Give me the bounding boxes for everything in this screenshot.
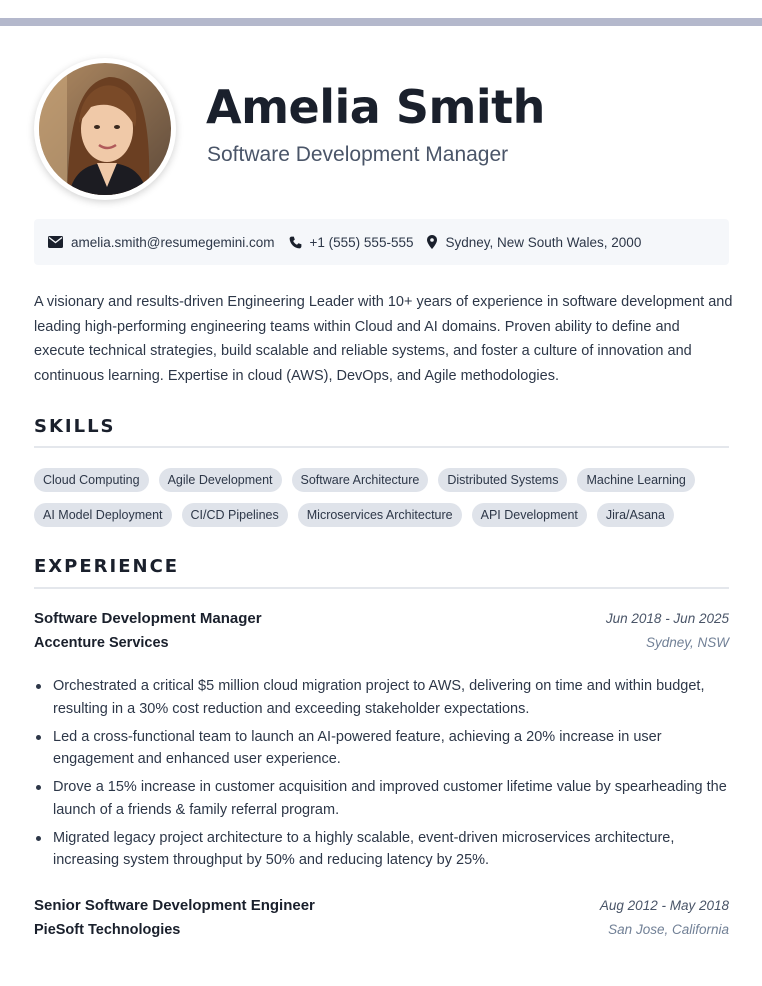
professional-summary: A visionary and results-driven Engineering Leader with 10+ years of experience in software development and leading high-performing engineering teams within Cloud and AI domains. Proven ability to define and execute technical strategies, build scalable and reliable systems, and foster a culture of innovation and continuous learning. Expertise in cloud (AWS), DevOps, and Agile methodologies. — [34, 294, 733, 384]
skill-chip: Jira/Asana — [597, 503, 674, 527]
contact-phone[interactable] — [289, 235, 414, 250]
job-role: Senior Software Development Engineer — [34, 897, 315, 914]
job-subheader — [34, 635, 729, 660]
job-company: PieSoft Technologies — [34, 922, 181, 938]
achievement-item: Led a cross-functional team to launch an AI-powered feature, achieving a 20% increase in user engagement and enhanced user experience. — [34, 726, 734, 771]
skill-chip: AI Model Deployment — [34, 503, 172, 527]
job-company: Accenture Services — [34, 635, 169, 651]
experience-heading: EXPERIENCE — [34, 556, 180, 577]
skills-row — [34, 503, 734, 527]
job-entry — [34, 610, 729, 660]
contact-email[interactable] — [48, 235, 275, 250]
skill-chip: Microservices Architecture — [298, 503, 462, 527]
experience-divider — [34, 587, 729, 589]
envelope-icon — [48, 236, 63, 248]
email-text: amelia.smith@resumegemini.com — [71, 234, 275, 250]
achievement-item: Drove a 15% increase in customer acquisition and improved customer lifetime value by spearheading the launch of a friends & family referral program. — [34, 776, 734, 821]
map-pin-icon — [427, 235, 437, 249]
skills-heading: SKILLS — [34, 416, 116, 437]
location-text: Sydney, New South Wales, 2000 — [445, 234, 642, 250]
profile-photo-frame — [34, 58, 176, 200]
skills-list — [34, 468, 734, 538]
candidate-title: Software Development Manager — [207, 143, 509, 166]
achievement-item: Orchestrated a critical $5 million cloud migration project to AWS, delivering on time and within budget, resulting in a 30% cost reduction and exceeding stakeholder expectations. — [34, 675, 734, 720]
profile-photo — [39, 63, 171, 195]
skill-chip: Software Architecture — [292, 468, 429, 492]
phone-icon — [289, 236, 302, 249]
achievement-item: Migrated legacy project architecture to a highly scalable, event-driven microservices architecture, increasing system throughput by 50% and reducing latency by 25%. — [34, 827, 734, 872]
job-role: Software Development Manager — [34, 610, 262, 627]
job-dates: Jun 2018 - Jun 2025 — [605, 611, 729, 626]
job-subheader — [34, 922, 729, 947]
phone-text: +1 (555) 555-555 — [309, 234, 414, 250]
skill-chip: Distributed Systems — [438, 468, 567, 492]
contact-location — [427, 235, 641, 250]
candidate-name: Amelia Smith — [206, 80, 545, 134]
top-accent-bar — [0, 18, 762, 26]
skill-chip: Machine Learning — [577, 468, 694, 492]
skills-divider — [34, 446, 729, 448]
skill-chip: Agile Development — [159, 468, 282, 492]
job-header — [34, 610, 729, 635]
skill-chip: Cloud Computing — [34, 468, 149, 492]
job-location: San Jose, California — [608, 922, 729, 937]
job-dates: Aug 2012 - May 2018 — [599, 898, 729, 913]
job-achievements — [34, 675, 734, 877]
skill-chip: CI/CD Pipelines — [182, 503, 288, 527]
job-location: Sydney, NSW — [645, 635, 729, 650]
job-entry — [34, 897, 729, 947]
job-header — [34, 897, 729, 922]
skills-row — [34, 468, 734, 492]
skill-chip: API Development — [472, 503, 587, 527]
contact-bar — [34, 219, 729, 265]
